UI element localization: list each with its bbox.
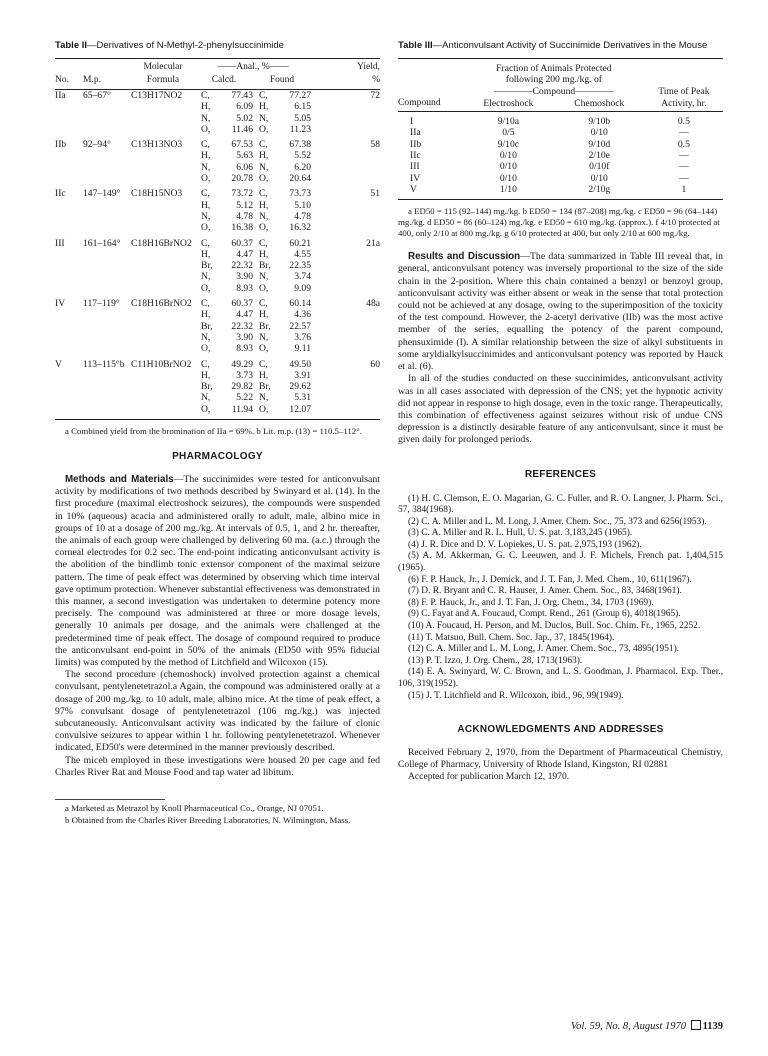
reference-item: (2) C. A. Miller and L. M. Long, J. Amer. Chem. Soc., 75, 373 and 6256(1953). [408, 516, 707, 527]
col-formula: Molecular [143, 62, 183, 72]
footnote-a: a Marketed as Metrazol by Knoll Pharmaceutical Co., Orange, NJ 07051. [65, 803, 324, 814]
reference-item: (1) H. C. Clemson, E. O. Magarian, G. C. Fuller, and R. O. Langner, J. Pharm. Sci., 57, 384(1968). [398, 493, 723, 516]
references-list [398, 494, 723, 703]
table-row: IIa 0/5 0/10 — [410, 127, 689, 139]
table-row: H, 5.63 H, 5.52 [201, 150, 311, 162]
table-row: N, 5.22 N, 5.31 [201, 392, 311, 404]
col-no: No. [55, 75, 69, 85]
chemoshock-paragraph: The second procedure (chemoshock) involved protection against a chemical convulsant, pentylenetetrazol.a Again, the compound was administered orally at a dosage of 200 mg./kg. to 10 adult, male, albino mice. At the time of peak effect, a 97% convulsant dosage of pentylenetetrazol (106 mg./kg.) was injected subcutaneously. Anticonvulsant activity was indicated by the failure of clonic convulsive seizures to appear within 1 hr. following pentylenetetrazol. Whenever indicated, ED50's were determined in the manner previously described. [55, 669, 380, 754]
table-row: H, 4.47 H, 4.55 [201, 248, 311, 260]
reference-item: (15) J. T. Litchfield and R. Wilcoxon, ibid., 96, 99(1949). [408, 690, 624, 701]
left-column [55, 40, 380, 826]
col-calcd: Calcd. [211, 75, 237, 85]
table3-footnote: a ED50 = 115 (92–144) mg./kg. b ED50 = 134 (87–208) mg./kg. c ED50 = 96 (64–144) mg./kg. d ED50 = 86 (60–124) mg./kg. e ED50 = 610 mg./kg. (approx.). f 4/10 protected at 400, only 2/10 at 800 mg./kg. g 6/10 protected at 400, but only 2/10 at 600 mg./kg. [398, 206, 720, 239]
table-row: IIc 0/10 2/10e — [410, 150, 689, 162]
accepted-note: Accepted for publication March 12, 1970. [408, 771, 570, 783]
table2: No. M.p. Molecular ——Anal., %—— Yield, Formula Calcd. Found % IIa 65–67° C13H17NO2 C, 77.43 C, 77.27 72 H, 6.09 H, 6.15 N, 5.02 N, 5.05 O, 11.46 O, 11.23 IIb 92–94° C13H13NO3 C, 67.53 C, 67.38 58 H, 5.63 H, 5.52 N, 6.06 N, 6.20 O, 20.78 O, 20.64 IIc 147–149° C18H15NO3 C, 73.72 C, 73.73 51 H, 5.12 H, 5.10 N, 4.78 N, 4.78 O, 16.38 O, 16.32 III 161–164° C18H16BrNO2 C, 60.37 C, 60.21 21a H, 4.47 H, 4.55 Br, 22.32 Br, 22.35 N, 3.90 N, 3.74 O, 8.93 O, 9.09 IV 117–119° C18H16BrNO2 C, 60.37 C, 60.14 48a H, 4.47 H, 4.36 Br, 22.32 Br, 22.57 N, 3.90 N, 3.76 O, 8.93 O, 9.11 V 113–115°b C11H10BrNO2 C, 49.29 C, 49.50 60 H, 3.73 H, 3.91 Br, 29.82 Br, 29.62 N, 5.22 N, 5.31 O, 11.94 O, 12.07 [55, 58, 380, 415]
reference-item: (8) F. P. Hauck, Jr., and J. T. Fan, J. Org. Chem., 34, 1703 (1969). [408, 597, 654, 608]
reference-item: (7) D. R. Bryant and C. R. Hauser, J. Amer. Chem. Soc., 83, 3468(1961). [408, 586, 682, 597]
table3-rule [398, 199, 723, 200]
table3: Fraction of Animals Protected following 200 mg./kg. of ————Compound———— Time of Peak Compound Electroshock Chemoshock Activity, hr. I 9/10a 9/10b 0.5 IIa 0/5 0/10 — IIb 9/10c 9/10d 0.5 IIc 0/10 2/10e — III 0/10 0/10f — IV 0/10 0/10 — V 1/10 2/10g 1 [398, 58, 723, 195]
table-row: N, 3.90 N, 3.74 [201, 271, 311, 283]
table2-caption: Table II—Derivatives of N-Methyl-2-phenylsuccinimide [55, 40, 284, 51]
table-row: V 113–115°b C11H10BrNO2 C, 49.29 C, 49.50 60 [55, 358, 380, 370]
reference-item: (11) T. Matsuo, Bull. Chem. Soc. Jap., 37, 1845(1964). [408, 632, 615, 643]
discussion-paragraph: In all of the studies conducted on these succinimides, anticonvulsant activity was in all cases associated with depression of the CNS; yet the hypnotic activity did not appear in response to high dosage, even in the toxic range. Therapeutically, this combination of effectiveness against seizures without risk of undue CNS depression is a distinctly desirable feature of any anticonvulsant, since it must be given daily for prolonged periods. [398, 373, 723, 446]
table2-body [55, 90, 380, 416]
col-chemoshock: Chemoshock [574, 98, 625, 110]
pharmacology-footnotes [55, 799, 380, 826]
table-row: O, 16.38 O, 16.32 [201, 222, 311, 234]
journal-issue: Vol. 59, No. 8, August 1970 [570, 1021, 686, 1032]
table-row: IV 117–119° C18H16BrNO2 C, 60.37 C, 60.14 48a [55, 298, 380, 310]
table-row: I 9/10a 9/10b 0.5 [410, 116, 690, 128]
table-row: N, 5.02 N, 5.05 [201, 112, 311, 124]
methods-paragraph: Methods and Materials—The succinimides were tested for anticonvulsant activity by modifications of two methods described by Swinyard et al. (14). In the first procedure (maximal electroshock seizures), the compounds were suspended in 10% (aqueous) acacia and administered orally to adult, male, albino mice in groups of 10 at a dosage of 200 mg./kg. At intervals of 0.5, 1, and 2 hr. thereafter, the animals of each group were challenged by delivering 60 ma. (a.c.) through the corneal electrodes for 0.2 sec. The end-point indicating anticonvulsant activity is the abolition of the hindlimb tonic extensor component of the maximal seizure pattern. The time of peak effect was determined by observing which time interval gave optimum protection. Whenever substantial effectiveness was demonstrated in this manner, a second investigation was undertaken to determine potency more precisely. The compound was administered at three or more dosage levels, generally 10 animals per dosage, and the animals were challenged at the predetermined time of peak effect. The dosage of compound required to produce the anticonvulsant end-point in 50% of the animals (ED50 with 95% fiducial limits) was computed by the method of Litchfield and Wilcoxon (15). [55, 474, 381, 669]
table-row: IIa 65–67° C13H17NO2 C, 77.43 C, 77.27 72 [55, 90, 380, 101]
table-row: H, 3.73 H, 3.91 [201, 369, 311, 381]
table2-rule [55, 419, 380, 420]
page-number: 1139 [702, 1021, 723, 1032]
table-row: N, 6.06 N, 6.20 [201, 161, 311, 173]
table-row: O, 20.78 O, 20.64 [201, 173, 311, 185]
pharmacology-heading: PHARMACOLOGY [172, 451, 263, 463]
reference-item: (5) A. M. Akkerman, G. C. Leeuwen, and J. F. Michels, French pat. 1,404,515 (1965). [398, 551, 723, 574]
footnote-b: b Obtained from the Charles River Breeding Laboratories, N. Wilmington, Mass. [65, 815, 351, 826]
reference-item: (13) P. T. Izzo, J. Org. Chem., 28, 1713(1963). [408, 655, 583, 666]
table3-body [398, 112, 723, 196]
table-row: O, 8.93 O, 9.09 [201, 282, 311, 294]
table-row: O, 8.93 O, 9.11 [201, 343, 311, 355]
table-row: III 161–164° C18H16BrNO2 C, 60.37 C, 60.21 21a [55, 237, 380, 249]
reference-item: (4) J. R. Dice and D. V. Lopiekes, U. S. pat. 2,975,193 (1962). [408, 539, 642, 550]
table-row: Br, 29.82 Br, 29.62 [201, 381, 311, 393]
table-row: IIb 92–94° C13H13NO3 C, 67.53 C, 67.38 58 [55, 139, 380, 151]
col-group: Fraction of Animals Protected [496, 63, 612, 74]
table-row: Br, 22.32 Br, 22.35 [201, 260, 311, 272]
results-paragraph: Results and Discussion—The data summarized in Table III reveal that, in general, anticonvulsant potency was inversely proportional to the size of the side chain in the 2-position. Where this chain contained a benzyl or benzoyl group, anticonvulsant activity was either absent or weak in the sense that total protection could not be achieved at any dosage, owing to the superimposition of the toxicity of the test compound. However, the 2-acetyl derivative (IIb) was the most active member of the series, equalling the potency of the parent compound, phensuximide (I). A similar relationship between the size of alkyl substituents in some aryldialkylsuccinimides and anticonvulsant potency was reported by Hauck et al. (6). [398, 251, 723, 373]
table3-caption: Table III—Anticonvulsant Activity of Succinimide Derivatives in the Mouse [398, 40, 708, 51]
table-row: IIb 9/10c 9/10d 0.5 [410, 138, 690, 150]
reference-item: (12) C. A. Miller and L. M. Long, J. Amer. Chem. Soc., 73, 4895(1951). [408, 644, 680, 655]
table-row: H, 5.12 H, 5.10 [201, 199, 311, 211]
table-row: III 0/10 0/10f — [410, 161, 689, 173]
table-row: H, 4.47 H, 4.36 [201, 309, 311, 321]
col-mp: M.p. [83, 75, 101, 85]
col-anal: ——Anal., %—— [217, 62, 289, 72]
col-electroshock: Electroshock [483, 98, 534, 110]
table-row: N, 4.78 N, 4.78 [201, 210, 311, 222]
box-icon [691, 1020, 701, 1030]
table-row: Br, 22.32 Br, 22.57 [201, 320, 311, 332]
col-found: Found [269, 75, 295, 85]
table-row: O, 11.94 O, 12.07 [201, 403, 311, 415]
received-note: Received February 2, 1970, from the Department of Pharmaceutical Chemistry, College of Pharmacy, University of Rhode Island, Kingston, RI 02881 [398, 747, 723, 771]
reference-item: (3) C. A. Miller and R. L. Hull, U. S. pat. 3,183,245 (1965). [408, 528, 633, 539]
col-peak: Activity, hr. [661, 98, 707, 110]
pharmacology-text [55, 474, 380, 779]
reference-item: (6) F. P. Hauck, Jr., J. Demick, and J. T. Fan, J. Med. Chem., 10, 611(1967). [408, 574, 692, 585]
page-footer [571, 1020, 723, 1032]
col-yield: Yield, [357, 62, 380, 72]
table-row: O, 11.46 O, 11.23 [201, 123, 311, 135]
table-row: IV 0/10 0/10 — [410, 172, 689, 184]
reference-item: (10) A. Foucaud, H. Person, and M. Duclos, Bull. Soc. Chim. Fr., 1965, 2252. [408, 621, 701, 632]
references-heading: REFERENCES [524, 468, 597, 480]
mice-paragraph: The miceb employed in these investigations were housed 20 per cage and fed Charles River Rat and Mouse Food and tap water ad libitum. [55, 754, 380, 778]
reference-item: (14) E. A. Swinyard, W. C. Brown, and L. S. Goodman, J. Pharmacol. Exp. Ther., 106, 319(1952). [398, 667, 723, 690]
table-row: H, 6.09 H, 6.15 [201, 101, 311, 113]
results-text [398, 251, 723, 446]
acknowledgments-text [398, 747, 723, 783]
table-row: N, 3.90 N, 3.76 [201, 331, 311, 343]
reference-item: (9) C. Fayat and A. Foucaud, Compt. Rend., 261 (Group 6), 4018(1965). [408, 609, 681, 620]
col-compound: Compound [398, 96, 441, 108]
table-row: V 1/10 2/10g 1 [410, 183, 687, 195]
footnote-rule [55, 799, 165, 800]
table2-footnote: a Combined yield from the bromination of IIa = 69%. b Lit. m.p. (13) = 110.5–112°. [65, 426, 362, 437]
table-row: IIc 147–149° C18H15NO3 C, 73.72 C, 73.73 51 [55, 188, 380, 200]
right-column [398, 40, 723, 783]
acknowledgments-heading: ACKNOWLEDGMENTS AND ADDRESSES [457, 724, 664, 736]
